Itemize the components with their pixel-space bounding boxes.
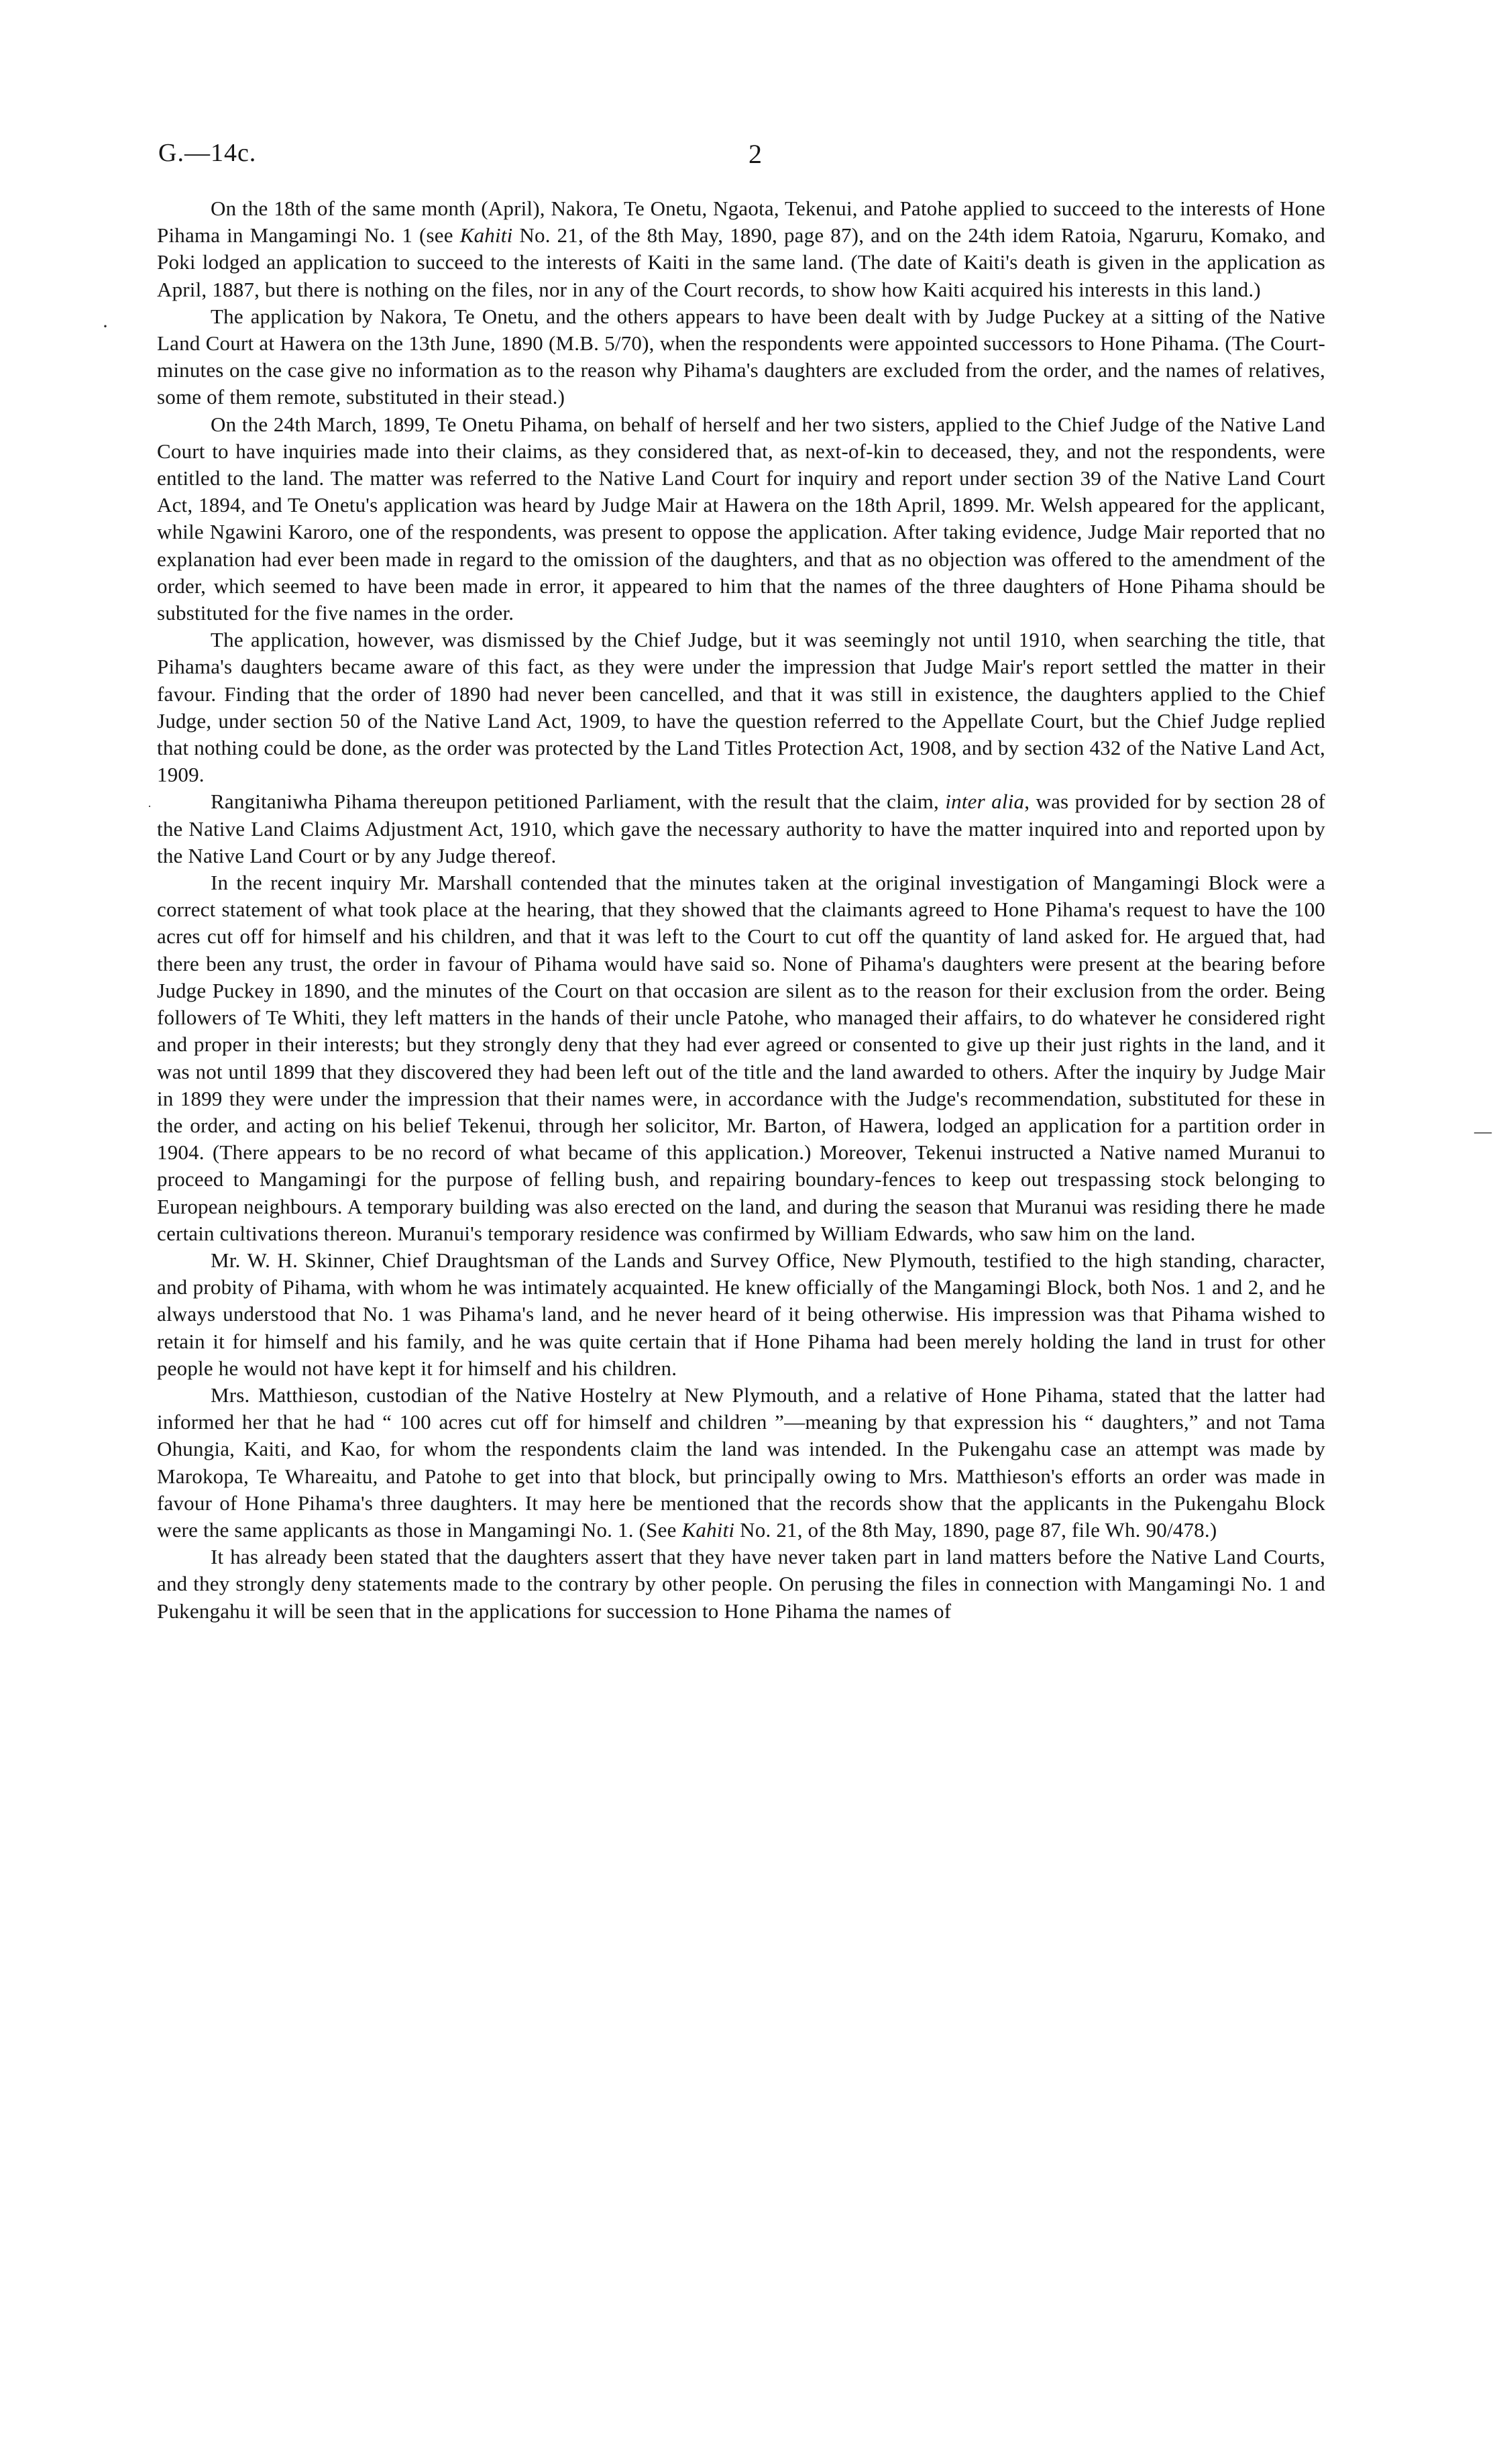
paragraph-text: Mrs. Matthieson, custodian of the Native Hostelry at New Plymouth, and a relative of Hone Pihama, stated that the latter had informed her that he had “ 100 acres cut off for himself and children ”—meaning by that expression his “ daughters,” and not Tama Ohungia, Kaiti, and Kao, for whom the respondents claim the land was intended. In the Pukengahu case an attempt was made by Marokopa, Te Whareaitu, and Patohe to get into that block, but principally owing to Mrs. Matthieson's efforts an order was made in favour of Hone Pihama's three daughters. It may here be mentioned that the records show that the applicants in the Pukengahu Block were the same applicants as those in Mangamingi No. 1. (See (157, 1383, 1325, 1542)
italic-text: inter alia (945, 790, 1025, 814)
paragraph-3 (157, 411, 1325, 627)
margin-dash-mark: — (1474, 1122, 1492, 1141)
paragraph-7 (157, 1247, 1325, 1382)
paragraph-text: Rangitaniwha Pihama thereupon petitioned Parliament, with the result that the claim, (211, 790, 946, 814)
paragraph-9 (157, 1544, 1325, 1625)
paragraph-6 (157, 869, 1325, 1247)
paragraph-4 (157, 627, 1325, 788)
document-reference: G.—14c. (158, 139, 257, 167)
paragraph-8 (157, 1382, 1325, 1544)
paragraph-text: It has already been stated that the daughters assert that they have never taken part in land matters before the Native Land Courts, and they strongly deny statements made to the contrary by other people. On perusing the files in connection with Mangamingi No. 1 and Pukengahu it will be seen that in the applications for succession to Hone Pihama the names of (157, 1545, 1325, 1623)
italic-text: Kahiti (459, 223, 513, 248)
page-header (158, 138, 1386, 178)
margin-dot-mark: · (148, 800, 152, 813)
paragraph-text: , was provided for by section 28 of the Native Land Claims Adjustment Act, 1910, which gave the necessary authority to have the matter inquired into and reported upon by the Native Land Court or by any Judge thereof. (157, 790, 1326, 867)
paragraph-text: No. 21, of the 8th May, 1890, page 87, file Wh. 90/478.) (734, 1517, 1217, 1542)
italic-text: Kahiti (681, 1517, 735, 1542)
paragraph-text: On the 18th of the same month (April), Nakora, Te Onetu, Ngaota, Tekenui, and Patohe applied to succeed to the interests of Hone Pihama in Mangamingi No. 1 (see (157, 197, 1325, 248)
paragraph-text: The application by Nakora, Te Onetu, and the others appears to have been dealt with by Judge Puckey at a sitting of the Native Land Court at Hawera on the 13th June, 1890 (M.B. 5/70), when the respondents were appointed successors to Hone Pihama. (The Court-minutes on the case give no information as to the reason why Pihama's daughters are excluded from the order, and the names of relatives, some of them remote, substituted in their stead.) (157, 304, 1325, 409)
paragraph-text: No. 21, of the 8th May, 1890, page 87), and on the 24th idem Ratoia, Ngaruru, Komako, and Poki lodged an application to succeed to the interests of Kaiti in the same land. (The date of Kaiti's death is given in the application as April, 1887, but there is nothing on the files, nor in any of the Court records, to show how Kaiti acquired his interests in this land.) (157, 223, 1325, 301)
margin-dot-mark: · (102, 315, 109, 337)
paragraph-text: The application, however, was dismissed by the Chief Judge, but it was seemingly not until 1910, when searching the title, that Pihama's daughters became aware of this fact, as they were under the impression that Judge Mair's report settled the matter in their favour. Finding that the order of 1890 had never been cancelled, and that it was still in existence, the daughters applied to the Chief Judge, under section 50 of the Native Land Act, 1909, to have the question referred to the Appellate Court, but the Chief Judge replied that nothing could be done, as the order was protected by the Land Titles Protection Act, 1908, and by section 432 of the Native Land Act, 1909. (157, 628, 1325, 787)
paragraph-5 (157, 788, 1325, 869)
paragraph-2 (157, 303, 1325, 411)
paragraph-text: Mr. W. H. Skinner, Chief Draughtsman of the Lands and Survey Office, New Plymouth, testified to the high standing, character, and probity of Pihama, with whom he was intimately acquainted. He knew officially of the Mangamingi Block, both Nos. 1 and 2, and he always understood that No. 1 was Pihama's land, and he never heard of it being otherwise. His impression was that Pihama wished to retain it for himself and his family, and he was quite certain that if Hone Pihama had been merely holding the land in trust for other people he would not have kept it for himself and his children. (157, 1248, 1325, 1380)
paragraph-text: On the 24th March, 1899, Te Onetu Pihama, on behalf of herself and her two sisters, applied to the Chief Judge of the Native Land Court to have inquiries made into their claims, as they considered that, as next-of-kin to deceased, they, and not the respondents, were entitled to the land. The matter was referred to the Native Land Court for inquiry and report under section 39 of the Native Land Court Act, 1894, and Te Onetu's application was heard by Judge Mair at Hawera on the 18th April, 1899. Mr. Welsh appeared for the applicant, while Ngawini Karoro, one of the respondents, was present to oppose the application. After taking evidence, Judge Mair reported that no explanation had ever been made in regard to the omission of the daughters, and that as no objection was offered to the amendment of the order, which seemed to have been made in error, it appeared to him that the names of the three daughters of Hone Pihama should be substituted for the five names in the order. (157, 412, 1325, 625)
paragraph-text: In the recent inquiry Mr. Marshall contended that the minutes taken at the original investigation of Mangamingi Block were a correct statement of what took place at the hearing, that they showed that the claimants agreed to Hone Pihama's request to have the 100 acres cut off for himself and his children, and that it was left to the Court to cut off the quantity of land asked for. He argued that, had there been any trust, the order in favour of Pihama would have said so. None of Pihama's daughters were present at the bearing before Judge Puckey in 1890, and the minutes of the Court on that occasion are silent as to the reason for their exclusion from the order. Being followers of Te Whiti, they left matters in the hands of their uncle Patohe, who managed their affairs, to do whatever he considered right and proper in their interests; but they strongly deny that they had ever agreed or consented to give up their just rights in the land, and it was not until 1899 that they discovered they had been left out of the title and the land awarded to others. After the inquiry by Judge Mair in 1899 they were under the impression that their names were, in accordance with the Judge's recommendation, substituted for these in the order, and acting on his belief Tekenui, through her solicitor, Mr. Barton, of Hawera, lodged an application for a partition order in 1904. (There appears to be no record of what became of this application.) Moreover, Tekenui instructed a Native named Muranui to proceed to Mangamingi for the purpose of felling bush, and repairing boundary-fences to keep out trespassing stock belonging to European neighbours. A temporary building was also erected on the land, and during the season that Muranui was residing there he made certain cultivations thereon. Muranui's temporary residence was confirmed by William Edwards, who saw him on the land. (157, 871, 1325, 1245)
paragraph-1 (157, 195, 1325, 303)
page-number: 2 (748, 139, 762, 169)
body-text (157, 195, 1325, 1625)
